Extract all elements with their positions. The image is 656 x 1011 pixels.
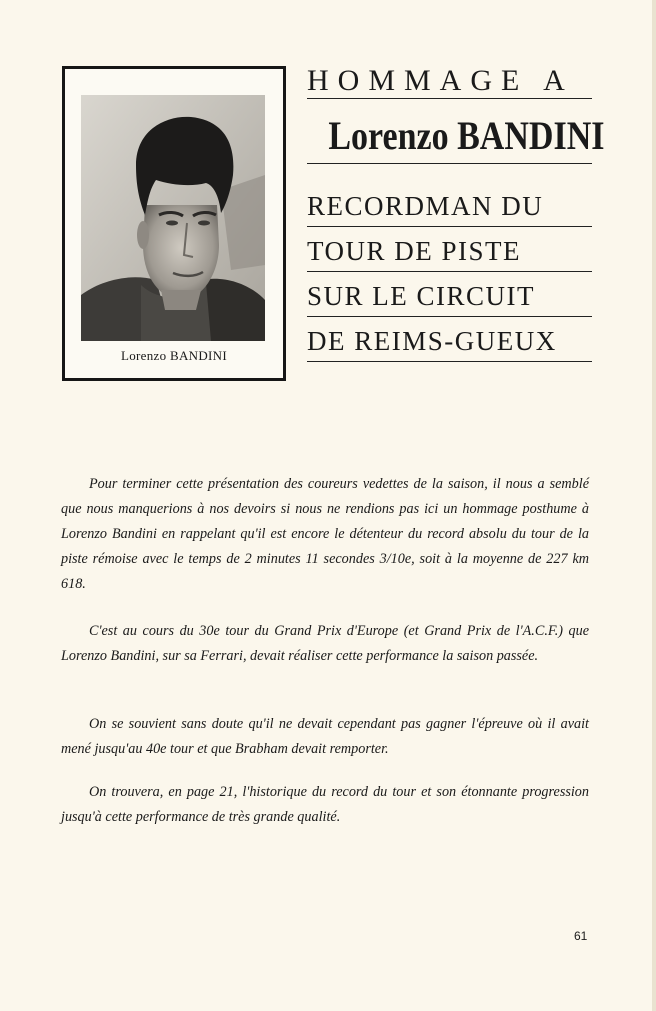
- title-hommage: HOMMAGE A: [307, 64, 574, 97]
- record-line-1: RECORDMAN DU: [307, 191, 544, 221]
- record-line-3: SUR LE CIRCUIT: [307, 281, 536, 311]
- page-number: 61: [574, 929, 588, 943]
- paragraph: [61, 780, 589, 830]
- title-block: [307, 64, 605, 362]
- portrait-illustration: [81, 95, 265, 341]
- record-rule: [307, 361, 592, 362]
- portrait-photo: [81, 95, 265, 341]
- page-edge: [652, 0, 656, 1011]
- paragraph-text: On se souvient sans doute qu'il ne devait cependant pas gagner l'épreuve où il avait mené jusqu'au 40e tour et que Brabham devait remporter.: [61, 716, 589, 757]
- record-line-2: TOUR DE PISTE: [307, 236, 522, 266]
- portrait-caption: Lorenzo BANDINI: [121, 348, 227, 363]
- paragraph-text: On trouvera, en page 21, l'historique du record du tour et son étonnante progression jusqu'à cette performance de très grande qualité.: [61, 784, 589, 825]
- record-rule: [307, 226, 592, 227]
- paragraph: [61, 619, 589, 669]
- title-name: Lorenzo BANDINI: [328, 113, 605, 158]
- paragraph: [61, 712, 589, 762]
- name-rule: [307, 163, 592, 164]
- paragraph-text: C'est au cours du 30e tour du Grand Prix d'Europe (et Grand Prix de l'A.C.F.) que Lorenzo Bandini, sur sa Ferrari, devait réaliser cette performance la saison passée.: [61, 623, 589, 664]
- paragraph: [61, 472, 589, 597]
- title-rule: [307, 98, 592, 99]
- record-rule: [307, 271, 592, 272]
- portrait-frame: [62, 66, 286, 381]
- record-line-4: DE REIMS-GUEUX: [307, 326, 557, 356]
- paragraph-text: Pour terminer cette présentation des coureurs vedettes de la saison, il nous a semblé que nous manquerions à nos devoirs si nous ne rendions pas ici un hommage posthume à Lorenzo Bandini en rappelant qu'il est encore le détenteur du record absolu du tour de la piste rémoise avec le temps de 2 minutes 11 secondes 3/10e, soit à la moyenne de 227 km 618.: [61, 476, 589, 592]
- record-rule: [307, 316, 592, 317]
